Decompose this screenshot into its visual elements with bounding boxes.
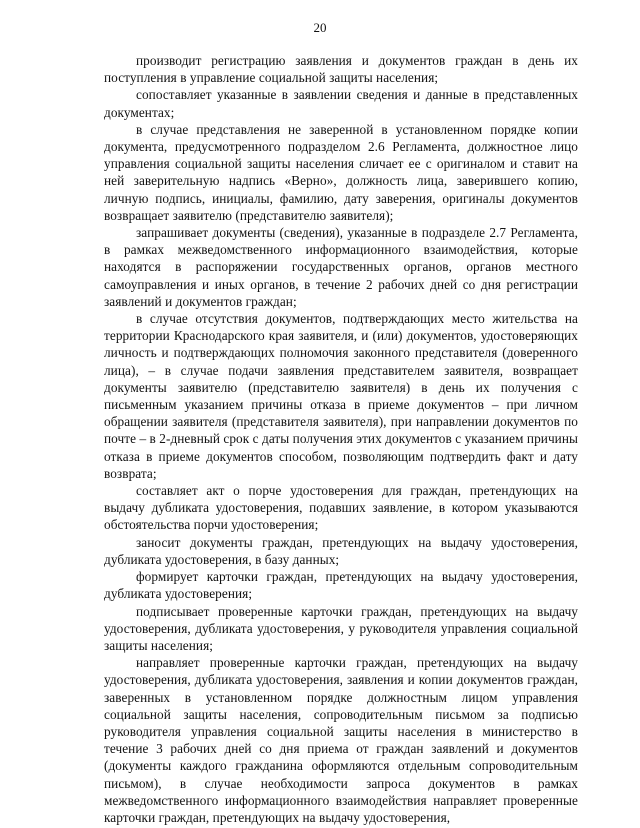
paragraph-database-entry: заносит документы граждан, претендующих на выдачу удостоверения, дубликата удостоверения, в базу данных; bbox=[104, 534, 578, 567]
paragraph-interagency-request: запрашивает документы (сведения), указанные в подразделе 2.7 Регламента, в рамках межведомственного информационного взаимодействия, которые находятся в распоряжении государственных органов, органов местного самоуправления и иных органов, в течение 2 рабочих дней со дня регистрации заявлений и документов граждан; bbox=[104, 225, 578, 309]
paragraph-sign-cards: подписывает проверенные карточки граждан, претендующих на выдачу удостоверения, дубликата удостоверения, у руководителя управления социальной защиты населения; bbox=[104, 603, 578, 653]
paragraph-registration: производит регистрацию заявления и документов граждан в день их поступления в управление социальной защиты населения; bbox=[104, 53, 578, 86]
paragraph-compare-data: сопоставляет указанные в заявлении сведения и данные в представленных документах; bbox=[104, 87, 578, 120]
paragraph-missing-documents: в случае отсутствия документов, подтверждающих место жительства на территории Краснодарского края заявителя, и (или) документов, удостоверяющих личность и подтверждающих полномочия законного представителя (доверенного лица), – в случае подачи заявления представителем заявителя, возвращает документы заявителю (представителю заявителя) в день их получения с письменным указанием причины отказа в приеме документов – при личном обращении заявителя (представителя заявителя), при направлении документов по почте – в 2-дневный срок с даты получения этих документов с указанием причины отказа в приеме документов способом, позволяющим подтвердить факт и дату возврата; bbox=[104, 311, 578, 481]
paragraph-send-cards: направляет проверенные карточки граждан, претендующих на выдачу удостоверения, дубликата удостоверения, заявления и копии документов граждан, заверенных в установленном порядке должностным лицом управления социальной защиты населения, сопроводительным письмом за подписью руководителя управления социальной защиты населения в министерство в течение 3 рабочих дней со дня приема от граждан заявлений и документов (документы каждого гражданина оформляются отдельным сопроводительным письмом), в случае необходимости запроса документов в рамках межведомственного информационного взаимодействия направляет проверенные карточки граждан, претендующих на выдачу удостоверения, bbox=[104, 655, 578, 825]
body-text bbox=[104, 52, 578, 826]
paragraph-form-cards: формирует карточки граждан, претендующих на выдачу удостоверения, дубликата удостоверения; bbox=[104, 569, 578, 602]
paragraph-copy-certification: в случае представления не заверенной в установленном порядке копии документа, предусмотренного подразделом 2.6 Регламента, должностное лицо управления социальной защиты населения сличает ее с оригиналом и ставит на ней заверительную надпись «Верно», должность лица, заверившего копию, личную подпись, инициалы, фамилию, дату заверения, оригиналы документов возвращает заявителю (представителю заявителя); bbox=[104, 121, 578, 223]
paragraph-damage-act: составляет акт о порче удостоверения для граждан, претендующих на выдачу дубликата удостоверения, подавших заявление, в котором указываются обстоятельства порчи удостоверения; bbox=[104, 483, 578, 533]
page-number: 20 bbox=[313, 20, 327, 35]
